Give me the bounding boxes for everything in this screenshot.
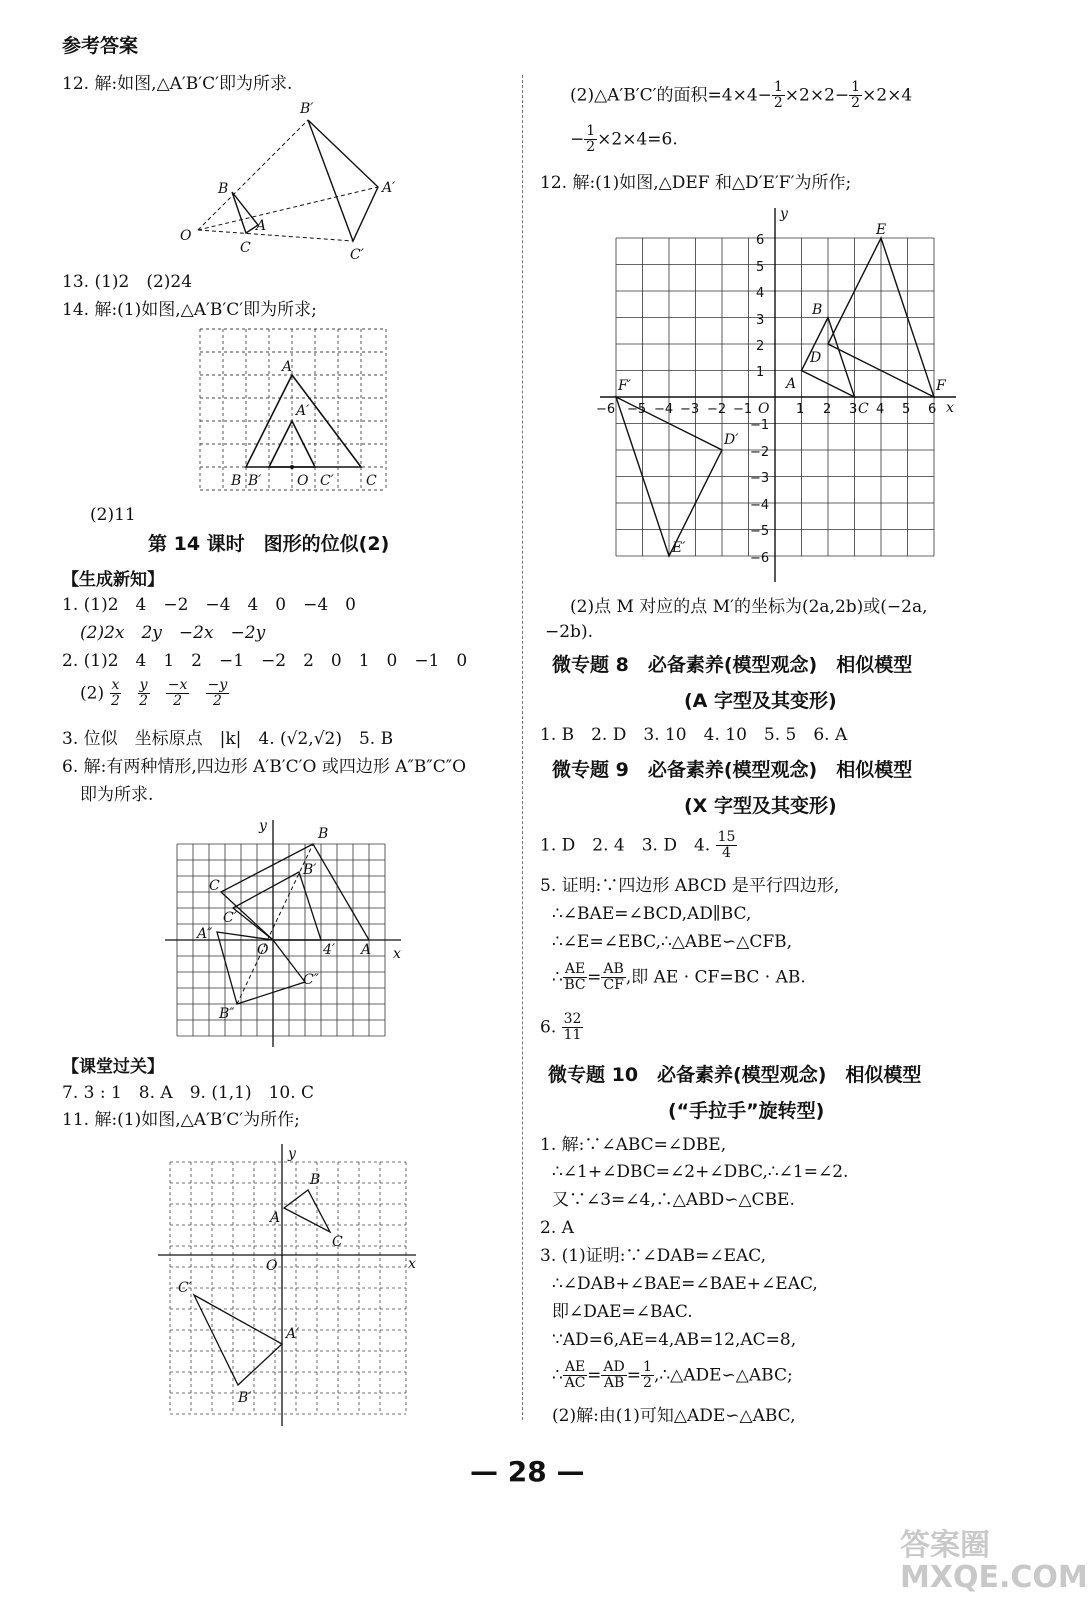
label-E: E [876, 222, 887, 238]
topic-9-title: 微专题 9 必备素养(模型观念) 相似模型 [552, 759, 913, 781]
label-C-double-prime: C″ [303, 972, 319, 988]
answer-s7: 7. 3 : 1 8. A 9. (1,1) 10. C [62, 1083, 315, 1103]
answers-topic-8: 1. B 2. D 3. 10 4. 10 5. 5 6. A [540, 725, 848, 745]
figure-6-grid [165, 812, 410, 1052]
answer-s6a: 6. 解:有两种情形,四边形 A′B′C′O 或四边形 A″B″C″O [62, 757, 467, 777]
label-C-prime: C′ [350, 247, 364, 263]
answer-q3a: 3. (1)证明:∵∠DAB=∠EAC, [540, 1246, 767, 1266]
label-D: D [810, 350, 822, 366]
axis-x: x [393, 946, 401, 962]
answer-q2: 2. A [540, 1218, 574, 1238]
label-A-prime: A′ [296, 403, 310, 419]
label-B: B [812, 302, 823, 318]
label-A: A [282, 359, 293, 375]
answer-r1b: − $\frac{1}{2}$ ×2×4=6. [570, 123, 678, 156]
axis-x: x [408, 1256, 416, 1272]
svg-text:6: 6 [928, 402, 937, 417]
label-C-prime: C′ [320, 473, 334, 489]
answer-14: 14. 解:(1)如图,△A′B′C′即为所求; [62, 300, 317, 320]
svg-text:1: 1 [796, 402, 805, 417]
svg-text:2: 2 [823, 402, 832, 417]
label-A-prime: A′ [382, 180, 396, 196]
watermark: 答案圈 MXQE.COM [900, 1528, 1088, 1595]
svg-text:−6: −6 [596, 402, 616, 417]
label-E-prime: E′ [672, 540, 686, 556]
label-B-prime: B′ [300, 101, 314, 117]
lesson-title: 第 14 课时 图形的位似(2) [148, 533, 390, 555]
label-B: B [218, 181, 229, 197]
label-B-prime: B′ [248, 473, 262, 489]
answer-r12: 12. 解:(1)如图,△DEF 和△D′E′F′为所作; [540, 173, 852, 193]
answer-s1a: 1. (1)2 4 −2 −4 4 0 −4 0 [62, 595, 356, 615]
svg-text:3: 3 [849, 402, 858, 417]
svg-text:5: 5 [756, 260, 765, 275]
answer-q3b: ∴∠DAB+∠BAE=∠BAE+∠EAC, [552, 1274, 818, 1294]
label-B: B [310, 1172, 321, 1188]
answer-14-part2: (2)11 [90, 505, 136, 525]
label-C-prime: C′ [223, 910, 237, 926]
label-O: O [266, 1258, 278, 1274]
axis-y: y [259, 818, 267, 834]
svg-text:4: 4 [756, 286, 765, 301]
svg-text:−5: −5 [750, 524, 770, 539]
answers-topic-9: 1. D 2. 4 3. D 4. $\frac{15}{4}$ [540, 829, 736, 862]
figure-r12-coordinate-grid [590, 200, 970, 595]
svg-text:C: C [858, 401, 869, 417]
page-number: — 28 — [470, 1455, 585, 1488]
label-C: C [332, 1234, 343, 1250]
label-D-prime: D′ [724, 432, 739, 448]
section-new-knowledge: 【生成新知】 [62, 570, 164, 590]
answer-q3f: (2)解:由(1)可知△ADE∽△ABC, [552, 1406, 796, 1426]
section-header: 参考答案 [62, 35, 139, 57]
label-A: A [256, 218, 267, 234]
svg-text:−3: −3 [750, 471, 770, 486]
svg-text:−2: −2 [750, 445, 770, 460]
label-B: B [231, 473, 242, 489]
column-divider [522, 75, 523, 1420]
answer-q3e: ∴ $\frac{AE}{AC}$ = $\frac{AD}{AB}$ = $\frac{1}{2}$ ,∴△ADE∽△ABC; [552, 1359, 793, 1392]
label-B: B [318, 826, 329, 842]
svg-text:4: 4 [876, 402, 885, 417]
answer-q3c: 即∠DAE=∠BAC. [552, 1302, 693, 1322]
svg-text:6: 6 [756, 233, 765, 248]
svg-text:3: 3 [756, 313, 765, 328]
label-C: C [209, 878, 220, 894]
label-B-prime: B′ [238, 1390, 252, 1406]
label-B-prime: B′ [303, 862, 317, 878]
answer-s1b: (2)2x 2y −2x −2y [80, 623, 266, 643]
proof-5d: ∴ $\frac{AE}{BC}$ = $\frac{AB}{CF}$ ,即 AE · CF=BC · AB. [552, 961, 806, 994]
answer-r1a: (2)△A′B′C′的面积=4×4− $\frac{1}{2}$ ×2×2− $\frac{1}{2}$ ×2×4 [570, 79, 913, 112]
svg-text:2: 2 [756, 339, 765, 354]
label-A: A [786, 376, 797, 392]
topic-8-title: 微专题 8 必备素养(模型观念) 相似模型 [552, 654, 913, 676]
answer-r12b1: (2)点 M 对应的点 M′的坐标为(2a,2b)或(−2a, [570, 597, 928, 617]
topic-9-subtitle: (X 字型及其变形) [684, 795, 837, 817]
label-A-double-prime: A″ [197, 926, 213, 942]
svg-text:−1: −1 [750, 418, 770, 433]
label-O: O [257, 942, 269, 958]
label-A-prime: A′ [286, 1326, 300, 1342]
answer-s2b: (2) $\frac{x}{2}$ $\frac{y}{2}$ $\frac{-x}{2}$ $\frac{-y}{2}$ [80, 677, 228, 710]
label-4-prime: 4′ [323, 942, 336, 958]
label-C: C [240, 240, 251, 256]
label-O: O [180, 228, 192, 244]
axis-y: y [288, 1146, 296, 1162]
topic-10-title: 微专题 10 必备素养(模型观念) 相似模型 [548, 1064, 922, 1086]
proof-5a: 5. 证明:∵四边形 ABCD 是平行四边形, [540, 876, 840, 896]
label-F-prime: F′ [618, 378, 631, 394]
answer-12: 12. 解:如图,△A′B′C′即为所求. [62, 74, 293, 94]
label-O: O [297, 473, 309, 489]
figure-12-homothety [170, 95, 420, 265]
proof-5c: ∴∠E=∠EBC,∴△ABE∽△CFB, [552, 932, 793, 952]
svg-text:−1: −1 [733, 402, 753, 417]
svg-text:1: 1 [756, 365, 765, 380]
svg-text:−4: −4 [750, 498, 770, 513]
label-O: O [758, 401, 770, 417]
svg-text:5: 5 [902, 402, 911, 417]
label-F: F [936, 378, 946, 394]
label-C: C [366, 473, 377, 489]
topic-10-subtitle: (“手拉手”旋转型) [668, 1100, 825, 1122]
label-C-prime: C′ [178, 1280, 192, 1296]
svg-text:−4: −4 [654, 402, 674, 417]
axis-y: y [780, 206, 788, 222]
svg-text:−6: −6 [750, 551, 770, 566]
answer-13: 13. (1)2 (2)24 [62, 272, 193, 292]
answer-s6b: 即为所求. [80, 785, 154, 805]
label-A: A [361, 942, 372, 958]
answer-q1c: 又∵∠3=∠4,∴△ABD∽△CBE. [552, 1190, 795, 1210]
proof-5b: ∴∠BAE=∠BCD,AD∥BC, [552, 904, 752, 924]
svg-text:−3: −3 [680, 402, 700, 417]
figure-14-grid [196, 325, 391, 493]
axis-x: x [946, 400, 954, 416]
answer-6: 6. $\frac{32}{11}$ [540, 1011, 582, 1044]
topic-8-subtitle: (A 字型及其变形) [684, 690, 837, 712]
answer-q3d: ∵AD=6,AE=4,AB=12,AC=8, [552, 1330, 797, 1350]
answer-s11: 11. 解:(1)如图,△A′B′C′为所作; [62, 1110, 300, 1130]
figure-11-grid [158, 1140, 428, 1430]
answer-q1b: ∴∠1+∠DBC=∠2+∠DBC,∴∠1=∠2. [552, 1162, 849, 1182]
answer-s2a: 2. (1)2 4 1 2 −1 −2 2 0 1 0 −1 0 [62, 651, 468, 671]
answer-s3: 3. 位似 坐标原点 |k| 4. (√2,√2) 5. B [62, 729, 394, 749]
section-class-pass: 【课堂过关】 [62, 1057, 164, 1077]
answer-q1a: 1. 解:∵∠ABC=∠DBE, [540, 1135, 727, 1155]
svg-text:−2: −2 [707, 402, 727, 417]
label-B-double-prime: B″ [219, 1006, 235, 1022]
answer-r12b2: −2b). [545, 622, 593, 642]
label-A: A [270, 1210, 281, 1226]
svg-text:−5: −5 [627, 402, 647, 417]
